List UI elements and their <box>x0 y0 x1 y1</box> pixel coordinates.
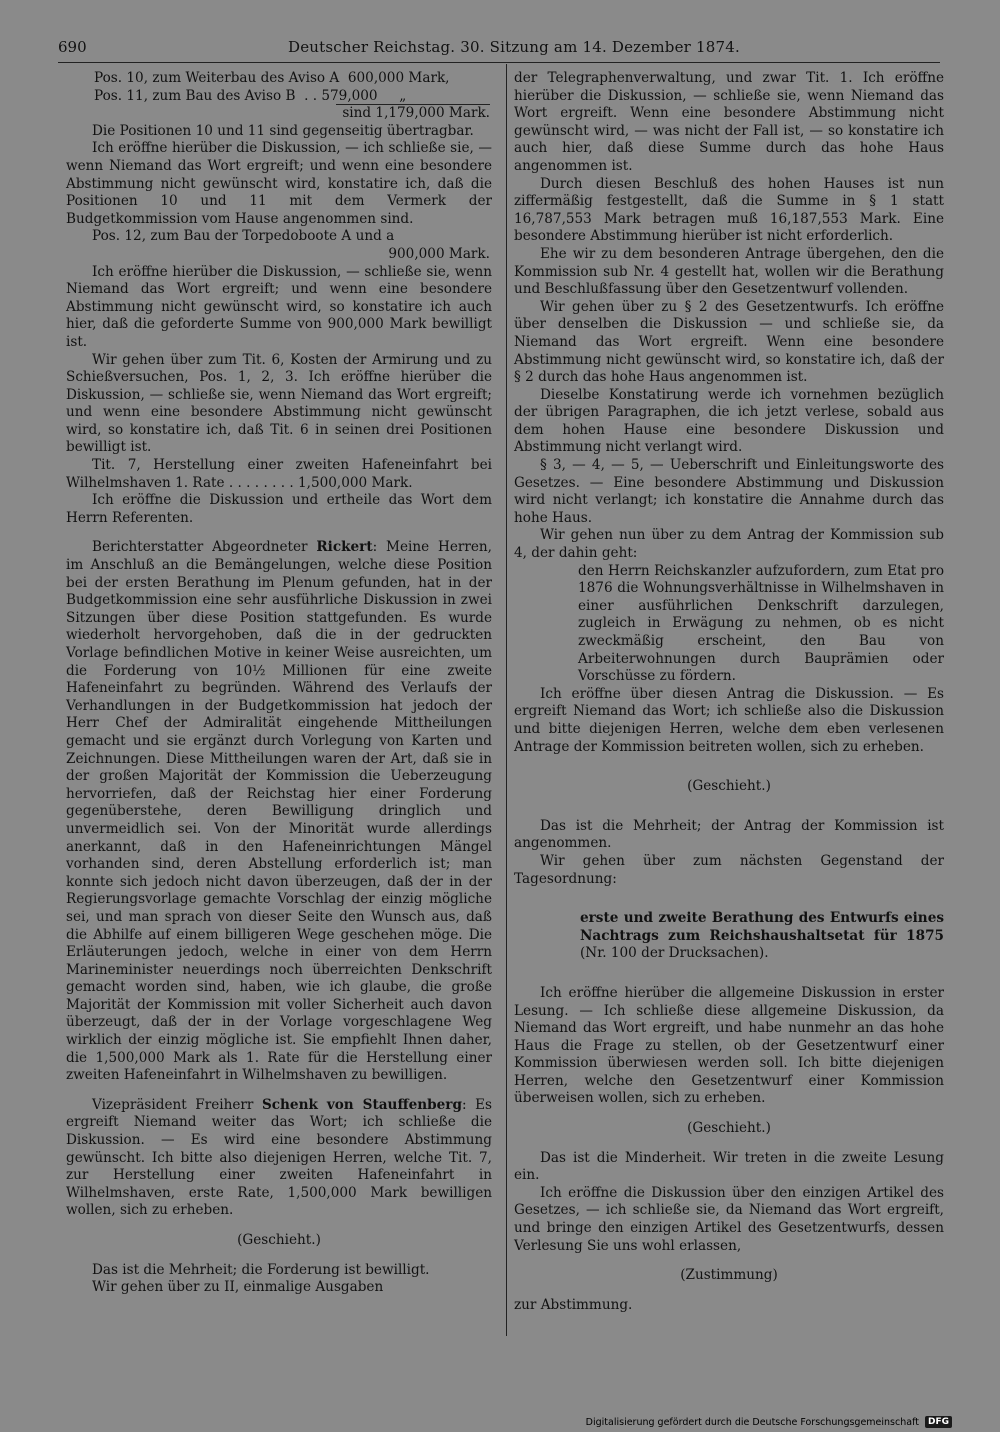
paragraph: Wir gehen über zu § 2 des Gesetzentwurfs. Ich eröffne über denselben die Diskussion — und schließe sie, da Niemand das Wort ergreift. Wenn eine besondere Abstimmung nicht gewünscht wird, so konstatire ich, daß der § 2 durch das hohe Haus angenommen ist. <box>514 298 944 386</box>
running-title: Deutscher Reichstag. 30. Sitzung am 14. Dezember 1874. <box>288 38 740 56</box>
pos10-line: Pos. 10, zum Weiterbau des Aviso A 600,000 Mark, <box>94 70 450 86</box>
right-column <box>514 70 944 1314</box>
paragraph: Ich eröffne die Diskussion über den einzigen Artikel des Gesetzes, — ich schließe sie, da Niemand das Wort ergreift, und bringe den einzigen Artikel des Gesetzentwurfs, dessen Verlesung Sie uns wohl erlassen, <box>514 1184 944 1254</box>
page-number: 690 <box>58 38 87 56</box>
paragraph: Durch diesen Beschluß des hohen Hauses ist nun ziffermäßig festgestellt, daß die Summe in § 1 statt 16,787,553 Mark betragen muß 16,187,553 Mark. Eine besondere Abstimmung hierüber ist nicht erforderlich. <box>514 175 944 245</box>
motion-quote: den Herrn Reichskanzler aufzufordern, zum Etat pro 1876 die Wohnungsverhältnisse in Wilhelmshaven in einer ausführlichen Denkschrift darzulegen, zugleich in Erwägung zu nehmen, ob es nicht zweckmäßig erscheint, den Bau von Arbeiterwohnungen durch Bauprämien oder Vorschüsse zu fördern. <box>578 562 944 685</box>
speech-vizepraesident <box>66 1097 492 1220</box>
agenda-title: erste und zweite Berathung des Entwurfs eines Nachtrags zum Reichshaushaltsetat für 1875 <box>580 910 944 944</box>
paragraph: Wir gehen über zum nächsten Gegenstand der Tagesordnung: <box>514 852 944 887</box>
paragraph: Das ist die Mehrheit; der Antrag der Kommission ist angenommen. <box>514 817 944 852</box>
paragraph: Ehe wir zu dem besonderen Antrage übergehen, den die Kommission sub Nr. 4 gestellt hat, wollen wir die Berathung und Beschlußfassung über den Gesetzentwurf vollenden. <box>514 245 944 298</box>
pos12-line: Pos. 12, zum Bau der Torpedoboote A und a <box>92 228 395 245</box>
sum-line <box>66 105 492 123</box>
speaker-name: Rickert <box>316 539 373 556</box>
speaker-role: Berichterstatter Abgeordneter <box>92 539 317 556</box>
dfg-logo: DFG <box>925 1416 952 1428</box>
digitization-footer <box>586 1416 952 1428</box>
stage-direction: (Zustimmung) <box>680 1267 778 1284</box>
pos11-line: Pos. 11, zum Bau des Aviso B . . 579,000 „ <box>94 87 407 104</box>
column-divider <box>506 64 507 1336</box>
paragraph: Ich eröffne hierüber die Diskussion, — schließe sie, wenn Niemand das Wort ergreift; und wenn eine besondere Abstimmung nicht gewünscht wird, so konstatire ich auch hier, daß die geforderte Summe von 900,000 Mark bewilligt ist. <box>66 263 492 350</box>
left-column <box>66 70 492 1297</box>
paragraph: Ich eröffne hierüber die Diskussion, — ich schließe sie, — wenn Niemand das Wort ergreift; und wenn eine besondere Abstimmung nicht gewünscht wird, konstatire ich, daß die Positionen 10 und 11 mit dem Vermerk der Budgetkommission vom Hause angenommen sind. <box>66 140 492 227</box>
paragraph: Wir gehen über zu II, einmalige Ausgaben <box>92 1279 384 1296</box>
footer-text: Digitalisierung gefördert durch die Deutsche Forschungsgemeinschaft <box>585 1416 919 1428</box>
paragraph: § 3, — 4, — 5, — Ueberschrift und Einleitungsworte des Gesetzes. — Eine besondere Abstimmung und Diskussion wird nicht verlangt; ich konstatire die Annahme durch das hohe Haus. <box>514 457 944 526</box>
stage-direction: (Geschieht.) <box>237 1232 321 1248</box>
paragraph: Das ist die Minderheit. Wir treten in die zweite Lesung ein. <box>514 1149 944 1184</box>
paragraph: Ich eröffne über diesen Antrag die Diskussion. — Es ergreift Niemand das Wort; ich schließe also die Diskussion und bitte diejenigen Herren, welche dem eben verlesenen Antrage der Kommission beitreten wollen, sich zu erheben. <box>514 685 944 755</box>
speaker-role: Vizepräsident Freiherr <box>92 1096 262 1113</box>
paragraph: Ich eröffne die Diskussion und ertheile das Wort dem Herrn Referenten. <box>66 492 492 526</box>
paragraph: der Telegraphenverwaltung, und zwar Tit. 1. Ich eröffne hierüber die Diskussion, — schließe sie, wenn Niemand das Wort ergreift. Wenn eine besondere Abstimmung nicht gewünscht wird, — was nicht der Fall ist, — so konstatire ich auch hier, daß diese Summe durch das hohe Haus angenommen ist. <box>514 70 944 174</box>
stage-direction: (Geschieht.) <box>687 1120 771 1137</box>
paragraph: Ich eröffne hierüber die allgemeine Diskussion in erster Lesung. — Ich schließe diese allgemeine Diskussion, da Niemand das Wort ergreift, und habe nunmehr an das hohe Haus die Frage zu stellen, ob der Gesetzentwurf einer Kommission überwiesen werden soll. Ich bitte diejenigen Herren, welche den Gesetzentwurf einer Kommission überweisen wollen, sich zu erheben. <box>514 984 944 1107</box>
paragraph: Die Positionen 10 und 11 sind gegenseitig übertragbar. <box>92 122 474 139</box>
page-header <box>58 38 940 62</box>
speech-text: : Meine Herren, im Anschluß an die Bemängelungen, welche diese Position bei der ersten Berathung im Plenum gefunden, hat in der Budgetkommission eine sehr ausführliche Diskussion in zwei Sitzungen über diese Position stattgefunden. Es wurde wiederholt hervorgehoben, daß die in der gedruckten Vorlage befindlichen Motive in keiner Weise ausreichten, um die Forderung von 10½ Millionen für eine zweite Hafeneinfahrt zu begründen. Während des Verlaufs der Verhandlungen in der Budgetkommission hat jedoch der Herr Chef der Admiralität eingehende Mittheilungen gemacht und sie ergänzt durch Vorlegung von Karten und Zeichnungen. Diese Mittheilungen waren der Art, daß sie in der großen Majorität der Kommission die Ueberzeugung hervorriefen, daß der Reichstag hier einer Forderung gegenüberstehe, deren Bewilligung dringlich und unvermeidlich sei. Von der Minorität wurde allerdings anerkannt, daß in den Hafeneinrichtungen Mängel vorhanden sind, deren Abstellung erforderlich ist; man konnte sich jedoch nicht davon überzeugen, daß der in der Regierungsvorlage gemachte Vorschlag der einzig mögliche sei, und man sprach von dieser Seite den Wunsch aus, daß die Abhilfe auf einem billigeren Wege geschehen möge. Die Erläuterungen jedoch, welche in einer von dem Herrn Marineminister neuerdings noch überreichten Denkschrift gemacht worden sind, haben, wie ich glaube, die große Majorität der Kommission mit voller Sicherheit auch davon überzeugt, daß der in der Vorlage vorgeschlagene Weg wirklich der einzig mögliche ist. Sie empfiehlt Ihnen daher, die 1,500,000 Mark als 1. Rate für die Herstellung einer zweiten Hafeneinfahrt in Wilhelmshaven zu bewilligen. <box>66 539 492 1084</box>
speaker-name: Schenk von Stauffenberg <box>261 1096 462 1113</box>
speech-rickert <box>66 539 492 1084</box>
stage-direction: (Geschieht.) <box>687 778 771 795</box>
pos12-amount: 900,000 Mark. <box>388 245 490 262</box>
paragraph: zur Abstimmung. <box>514 1296 633 1313</box>
sum-value: sind 1,179,000 Mark. <box>336 104 490 121</box>
speech-text: : Es ergreift Niemand weiter das Wort; ich schließe die Diskussion. — Es wird eine besondere Abstimmung gewünscht. Ich bitte also diejenigen Herren, welche Tit. 7, zur Herstellung einer zweiten Hafeneinfahrt in Wilhelmshaven, erste Rate, 1,500,000 Mark bewilligen wollen, sich zu erheben. <box>66 1096 492 1219</box>
paragraph: Wir gehen über zum Tit. 6, Kosten der Armirung und zu Schießversuchen, Pos. 1, 2, 3. Ich eröffne hierüber die Diskussion, — schließe sie, wenn Niemand das Wort ergreift; und wenn eine besondere Abstimmung nicht gewünscht wird, so konstatire ich, daß Tit. 6 in seinen drei Positionen bewilligt ist. <box>66 351 492 456</box>
agenda-item <box>580 910 944 963</box>
paragraph: Das ist die Mehrheit; die Forderung ist bewilligt. <box>92 1261 430 1278</box>
header-divider <box>58 62 940 63</box>
agenda-reference: (Nr. 100 der Drucksachen). <box>580 945 769 962</box>
paragraph: Wir gehen nun über zu dem Antrag der Kommission sub 4, der dahin geht: <box>514 527 944 562</box>
paragraph: Dieselbe Konstatirung werde ich vornehmen bezüglich der übrigen Paragraphen, die ich jetzt verlese, sobald aus dem hohen Hause eine besondere Diskussion und Abstimmung nicht verlangt wird. <box>514 386 944 456</box>
paragraph: Tit. 7, Herstellung einer zweiten Hafeneinfahrt bei Wilhelmshaven 1. Rate . . . . . . . . 1,500,000 Mark. <box>66 457 492 491</box>
